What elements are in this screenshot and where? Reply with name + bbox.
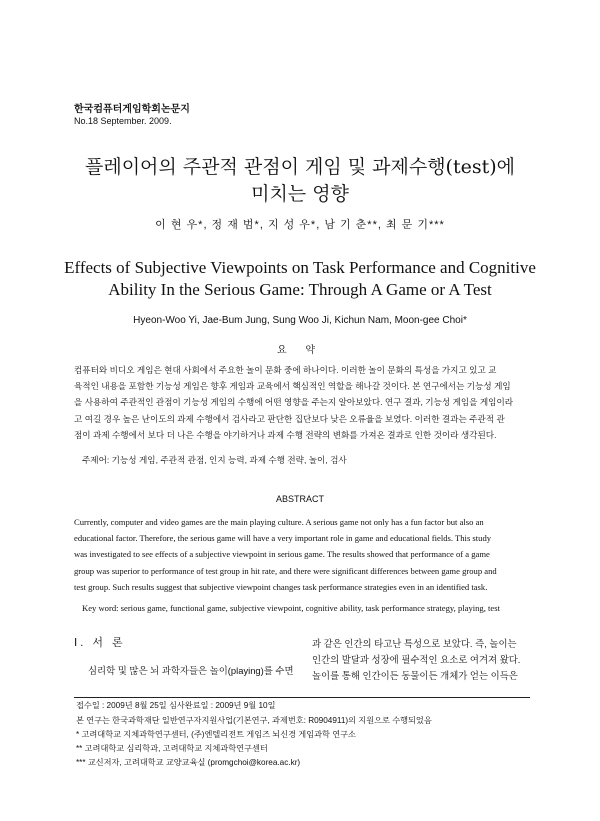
footnote-affiliation-2: ** 고려대학교 심리학과, 고려대학교 지체과학연구센터 [76,744,268,753]
english-abstract-line: educational factor. Therefore, the serious game will have a very important role in game and educational fields. This study [74,533,492,544]
english-abstract [74,514,530,595]
body-left-column-line: 심리학 및 많은 뇌 과학자들은 놀이(playing)를 수면 [88,665,294,676]
section-heading-introduction: Ⅰ. 서 론 [74,637,126,649]
korean-abstract-line: 을 사용하여 주관적인 관점이 기능성 게임의 수행에 어떤 영향을 주는지 알아보았다. 연구 결과, 기능성 게임을 게임이라 [74,397,514,408]
korean-authors: 이 현 우*, 정 재 범*, 지 성 우*, 남 기 춘**, 최 문 기*** [155,219,445,231]
footnote-funding: 본 연구는 한국과학재단 일반연구자지원사업(기본연구, 과제번호: R0904911)의 지원으로 수행되었음 [76,716,432,725]
korean-title-line-2: 미치는 영향 [251,183,349,205]
footnote-divider [74,697,530,698]
korean-abstract [74,362,530,443]
footnote-corresponding-author: *** 교신저자, 고려대학교 교양교육실 (promgchoi@korea.ac.kr) [76,758,301,767]
body-right-column-line: 놀이를 통해 인간이든 동물이든 개체가 얻는 이득은 [312,670,518,682]
korean-abstract-line: 컴퓨터와 비디오 게임은 현대 사회에서 주요한 놀이 문화 중에 하나이다. 이러한 놀이 문화의 특성을 가지고 있고 교 [74,365,497,375]
english-authors: Hyeon-Woo Yi, Jae-Bum Jung, Sung Woo Ji, Kichun Nam, Moon-gee Choi* [133,315,467,326]
english-abstract-line: was investigated to see effects of a subjective viewpoint in serious game. The results showed that performance of a game [74,549,490,560]
korean-abstract-line: 고 여길 경우 높은 난이도의 과제 수행에서 검사라고 판단한 집단보다 낮은 오류율을 보였다. 이러한 결과는 주관적 관 [74,413,505,424]
korean-abstract-line: 육적인 내용을 포함한 기능성 게임은 향후 게임과 교육에서 핵심적인 역할을 해나갈 것이다. 본 연구에서는 기능성 게임 [74,381,511,392]
footnote-affiliation-1: * 고려대학교 지체과학연구센터, (주)엔텔리전트 게임즈 뇌신경 게임과학 연구소 [76,730,356,739]
korean-title-line-1: 플레이어의 주관적 관점이 게임 및 과제수행(test)에 [84,156,515,178]
journal-issue: No.18 September. 2009. [74,116,172,126]
english-title-line-1: Effects of Subjective Viewpoints on Task Performance and Cognitive [64,258,536,277]
journal-name: 한국컴퓨터게임학회논문지 [74,104,190,115]
footnote-received-date: 접수일 : 2009년 8월 25일 심사완료일 : 2009년 9월 10일 [76,701,276,710]
english-abstract-heading: ABSTRACT [275,494,324,504]
body-right-column [312,636,532,685]
body-right-column-line: 과 같은 인간의 타고난 특성으로 보았다. 즉, 놀이는 [312,638,517,649]
english-keywords: Key word: serious game, functional game, subjective viewpoint, cognitive ability, task performance strategy, playing, test [82,603,500,613]
english-abstract-line: test group. Such results suggest that subjective viewpoint changes task performance strategies even in an identified task. [74,581,488,592]
body-right-column-line: 인간의 발달과 성장에 필수적인 요소로 여겨져 왔다. [312,654,521,666]
english-abstract-line: Currently, computer and video games are the main playing culture. A serious game not only has a fun factor but also an [74,517,484,527]
korean-keywords: 주제어: 기능성 게임, 주관적 관점, 인지 능력, 과제 수행 전략, 놀이, 검사 [82,455,347,465]
korean-abstract-line: 점이 과제 수행에서 보다 더 나은 수행을 야기하거나 과제 수행 전략의 변화를 가져온 결과로 인한 것이라 생각된다. [74,429,497,440]
korean-abstract-heading: 요 약 [276,345,324,356]
english-title-line-2: Ability In the Serious Game: Through A Game or A Test [108,280,492,299]
english-abstract-line: group was superior to performance of test group in hit rate, and there were significant differences between game group and [74,565,497,576]
